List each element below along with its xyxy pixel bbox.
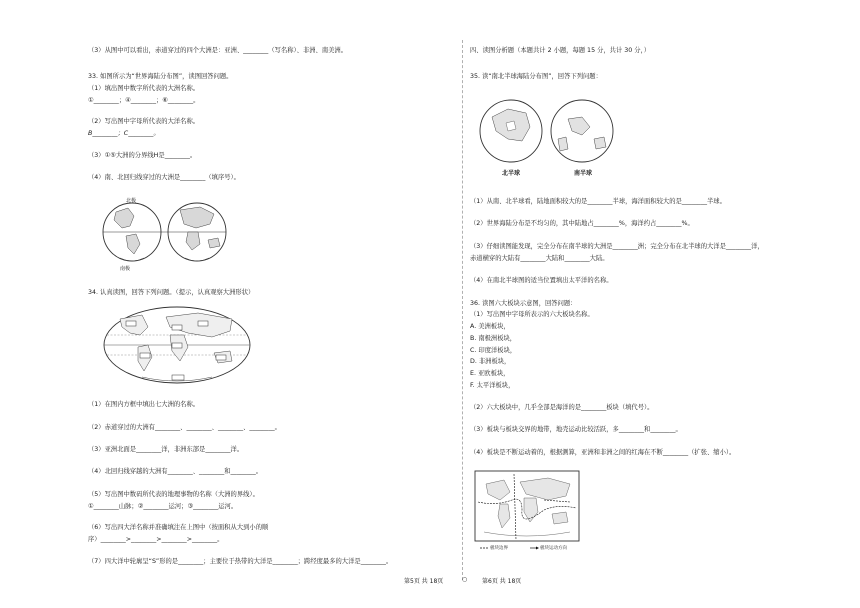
q34-part1: （1）在图内方框中填出七大洲的名称。 <box>88 401 200 408</box>
q34-part4: （4）北回归线穿越的大洲有________、________和________。 <box>88 468 263 475</box>
plate-d: D. 非洲板块， <box>470 358 511 365</box>
q34-stem: 34. 认真读图，回答下列问题。（提示，认真观察大洲形状） <box>88 289 255 296</box>
plate-b: B. 南极洲板块， <box>470 335 517 342</box>
q36-part4: （4）板块是不断运动着的，根据测算，亚洲和非洲之间的红海在不断________（扩张、缩小）。 <box>470 449 736 456</box>
q33-part2: （2）写出图中字母所代表的大洋名称。 <box>88 118 200 125</box>
world-land-sea-map <box>100 198 230 268</box>
world-outline-map <box>102 305 252 385</box>
footer-right-page: 第6页 共 18页 <box>482 578 522 585</box>
footer-separator: ○ <box>462 576 468 583</box>
q35-part3-cont: 赤道横穿的大陆有________大陆和________大陆。 <box>470 255 609 262</box>
q35-stem: 35. 读“南北半球海陆分布图”，回答下列问题： <box>470 73 602 80</box>
q34-part6: （6）写出四大洋名称并准确填注在上图中（按面积从大到小的顺 <box>88 524 269 531</box>
q34-part2: （2）赤道穿过的大洲有________、________、________、________。 <box>88 424 281 431</box>
label-northern-hemisphere: 北半球 <box>502 170 521 177</box>
map-label-north-pole: 北极 <box>126 198 137 204</box>
plate-e: E. 亚欧板块， <box>470 370 510 377</box>
q34-part6-order: 序）________>________>________>________。 <box>88 536 224 543</box>
six-plates-map <box>474 470 582 554</box>
hemisphere-maps <box>478 95 618 175</box>
section-four-heading: 四、读图分析题（本题共计 2 小题，每题 15 分，共计 30 分，） <box>470 47 651 54</box>
q35-part4: （4）在南北半球图的适当位置填出太平洋的名称。 <box>470 277 613 284</box>
q33-stem: 33. 如图所示为“世界海陆分布图”，读图回答问题。 <box>88 73 233 80</box>
map-label-south-pole: 南极 <box>120 266 131 272</box>
q36-stem: 36. 读图六大板块示意图，回答问题： <box>470 300 577 307</box>
legend-plate-motion: 板块运动方向 <box>540 546 567 551</box>
footer-left-page: 第5页 共 18页 <box>404 578 444 585</box>
q35-part1: （1）从南、北半球看，陆地面积较大的是________半球，海洋面积较大的是________半球。 <box>470 198 726 205</box>
plate-a: A. 美洲板块， <box>470 323 510 330</box>
legend-plate-boundary: 板块边界 <box>490 546 508 551</box>
q36-part3: （3）板块与板块交界的地带，地壳运动比较活跃，多________和________。 <box>470 426 682 433</box>
label-southern-hemisphere: 南半球 <box>574 170 593 177</box>
q34-part5-blanks: ①________山脉；②________运河；③________运河。 <box>88 503 238 510</box>
q35-part3: （3）仔细读图能发现，完全分布在南半球的大洲是________洲；完全分布在北半球的大洋是________洋， <box>470 243 764 250</box>
q34-part5: （5）写出图中数码所代表的地理事物的名称（大洲的界线）。 <box>88 491 259 498</box>
q33-part3: （3）①⑤大洲的分界线H是________。 <box>88 152 197 159</box>
column-divider <box>462 40 463 580</box>
q34-part7: （7）四大洋中轮廓呈“S”形的是________；主要位于热带的大洋是________；跨经度最多的大洋是________。 <box>88 558 393 565</box>
q36-part1: （1）写出图中字母所表示的六大板块名称。 <box>470 311 594 318</box>
q35-part2: （2）世界海陆分布是不均匀的，其中陆地占________%，海洋约占________%。 <box>470 220 694 227</box>
q33-part2-blanks: B________；C________。 <box>88 130 160 137</box>
q33-part1: （1）填出图中数字所代表的大洲名称。 <box>88 85 200 92</box>
q33-part4: （4）南、北回归线穿过的大洲是________（填序号）。 <box>88 174 240 181</box>
q33-part1-blanks: ①________；④________；⑥________。 <box>88 97 200 104</box>
q32-part3: （3）从图中可以看出，赤道穿过的四个大洲是：亚洲、________（写名称）、非洲、南美洲。 <box>88 47 348 54</box>
plate-f: F. 太平洋板块， <box>470 382 515 389</box>
q36-part2: （2）六大板块中，几乎全部是海洋的是________板块（填代号）。 <box>470 404 654 411</box>
plate-c: C. 印度洋板块， <box>470 347 517 354</box>
q34-part3: （3）亚洲北面是________洋，非洲东部是________洋。 <box>88 446 244 453</box>
